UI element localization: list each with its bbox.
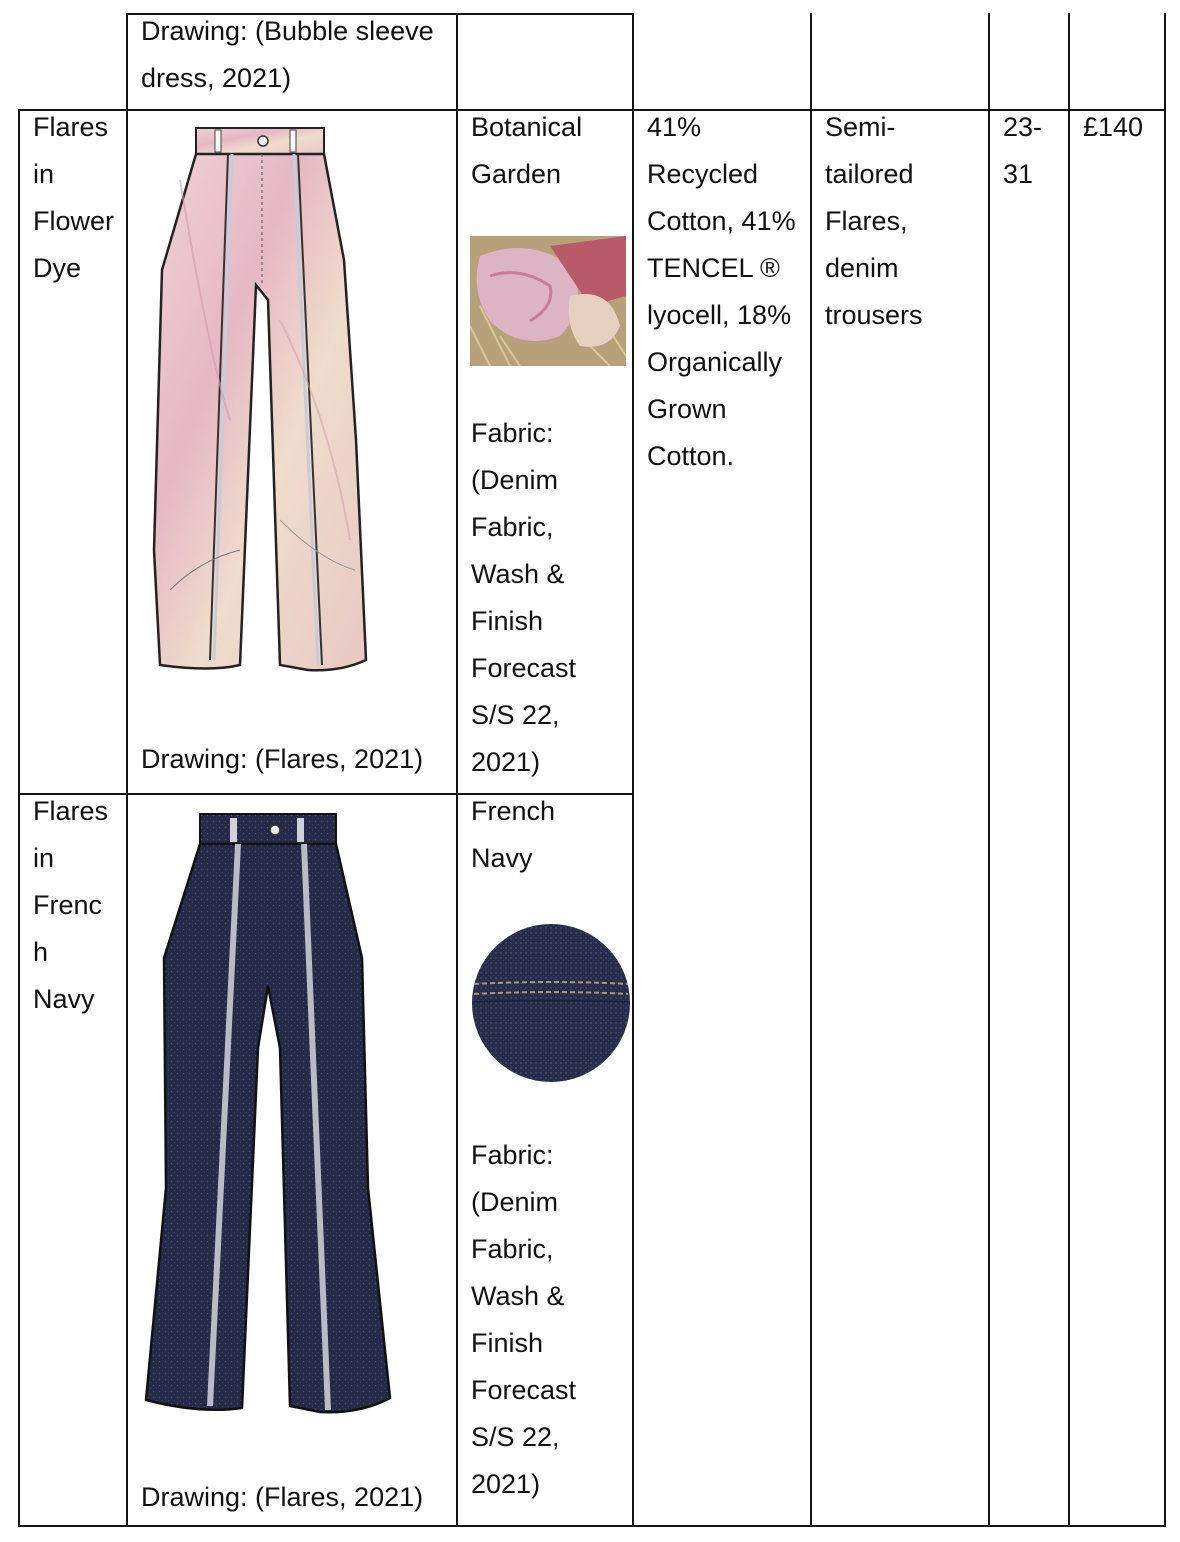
flower-dye-flares-drawing: [140, 120, 380, 680]
composition-text: 41% Recycled Cotton, 41% TENCEL ® lyocell, 18% Organically Grown Cotton.: [647, 112, 796, 471]
product-name-french-navy: Flares in Frenc h Navy: [33, 796, 109, 1014]
french-navy-fabric-swatch: [470, 922, 632, 1084]
price: £140: [1083, 112, 1144, 142]
size-range: 23- 31: [1003, 112, 1043, 189]
product-name-flower-dye: Flares in Flower Dye: [33, 112, 115, 283]
colour-name-french-navy: French Navy: [471, 796, 556, 873]
french-navy-drawing-caption: Drawing: (Flares, 2021): [141, 1482, 424, 1512]
col-line-6: [1068, 13, 1070, 1527]
french-navy-flares-drawing: [140, 808, 400, 1418]
botanical-garden-fabric-swatch: [470, 236, 626, 366]
bubble-dress-drawing-caption: Drawing: (Bubble sleeve dress, 2021): [141, 16, 434, 93]
row-divider-bottom: [18, 1525, 1166, 1527]
colour-name-botanical-garden: Botanical Garden: [471, 112, 583, 189]
botanical-garden-fabric-caption: Fabric: (Denim Fabric, Wash & Finish Forecast S/S 22, 2021): [471, 418, 577, 777]
flower-dye-drawing-caption: Drawing: (Flares, 2021): [141, 744, 424, 774]
style-description: Semi- tailored Flares, denim trousers: [825, 112, 923, 330]
col-line-5: [988, 13, 990, 1527]
col-line-4: [810, 13, 812, 1527]
french-navy-fabric-caption: Fabric: (Denim Fabric, Wash & Finish Forecast S/S 22, 2021): [471, 1140, 577, 1499]
col-line-3: [632, 13, 634, 1527]
col-line-2: [456, 13, 458, 1527]
col-line-7: [1164, 13, 1166, 1527]
row-divider-1: [18, 109, 1166, 111]
col-line-0: [18, 109, 20, 1527]
col-line-1: [126, 13, 128, 1527]
